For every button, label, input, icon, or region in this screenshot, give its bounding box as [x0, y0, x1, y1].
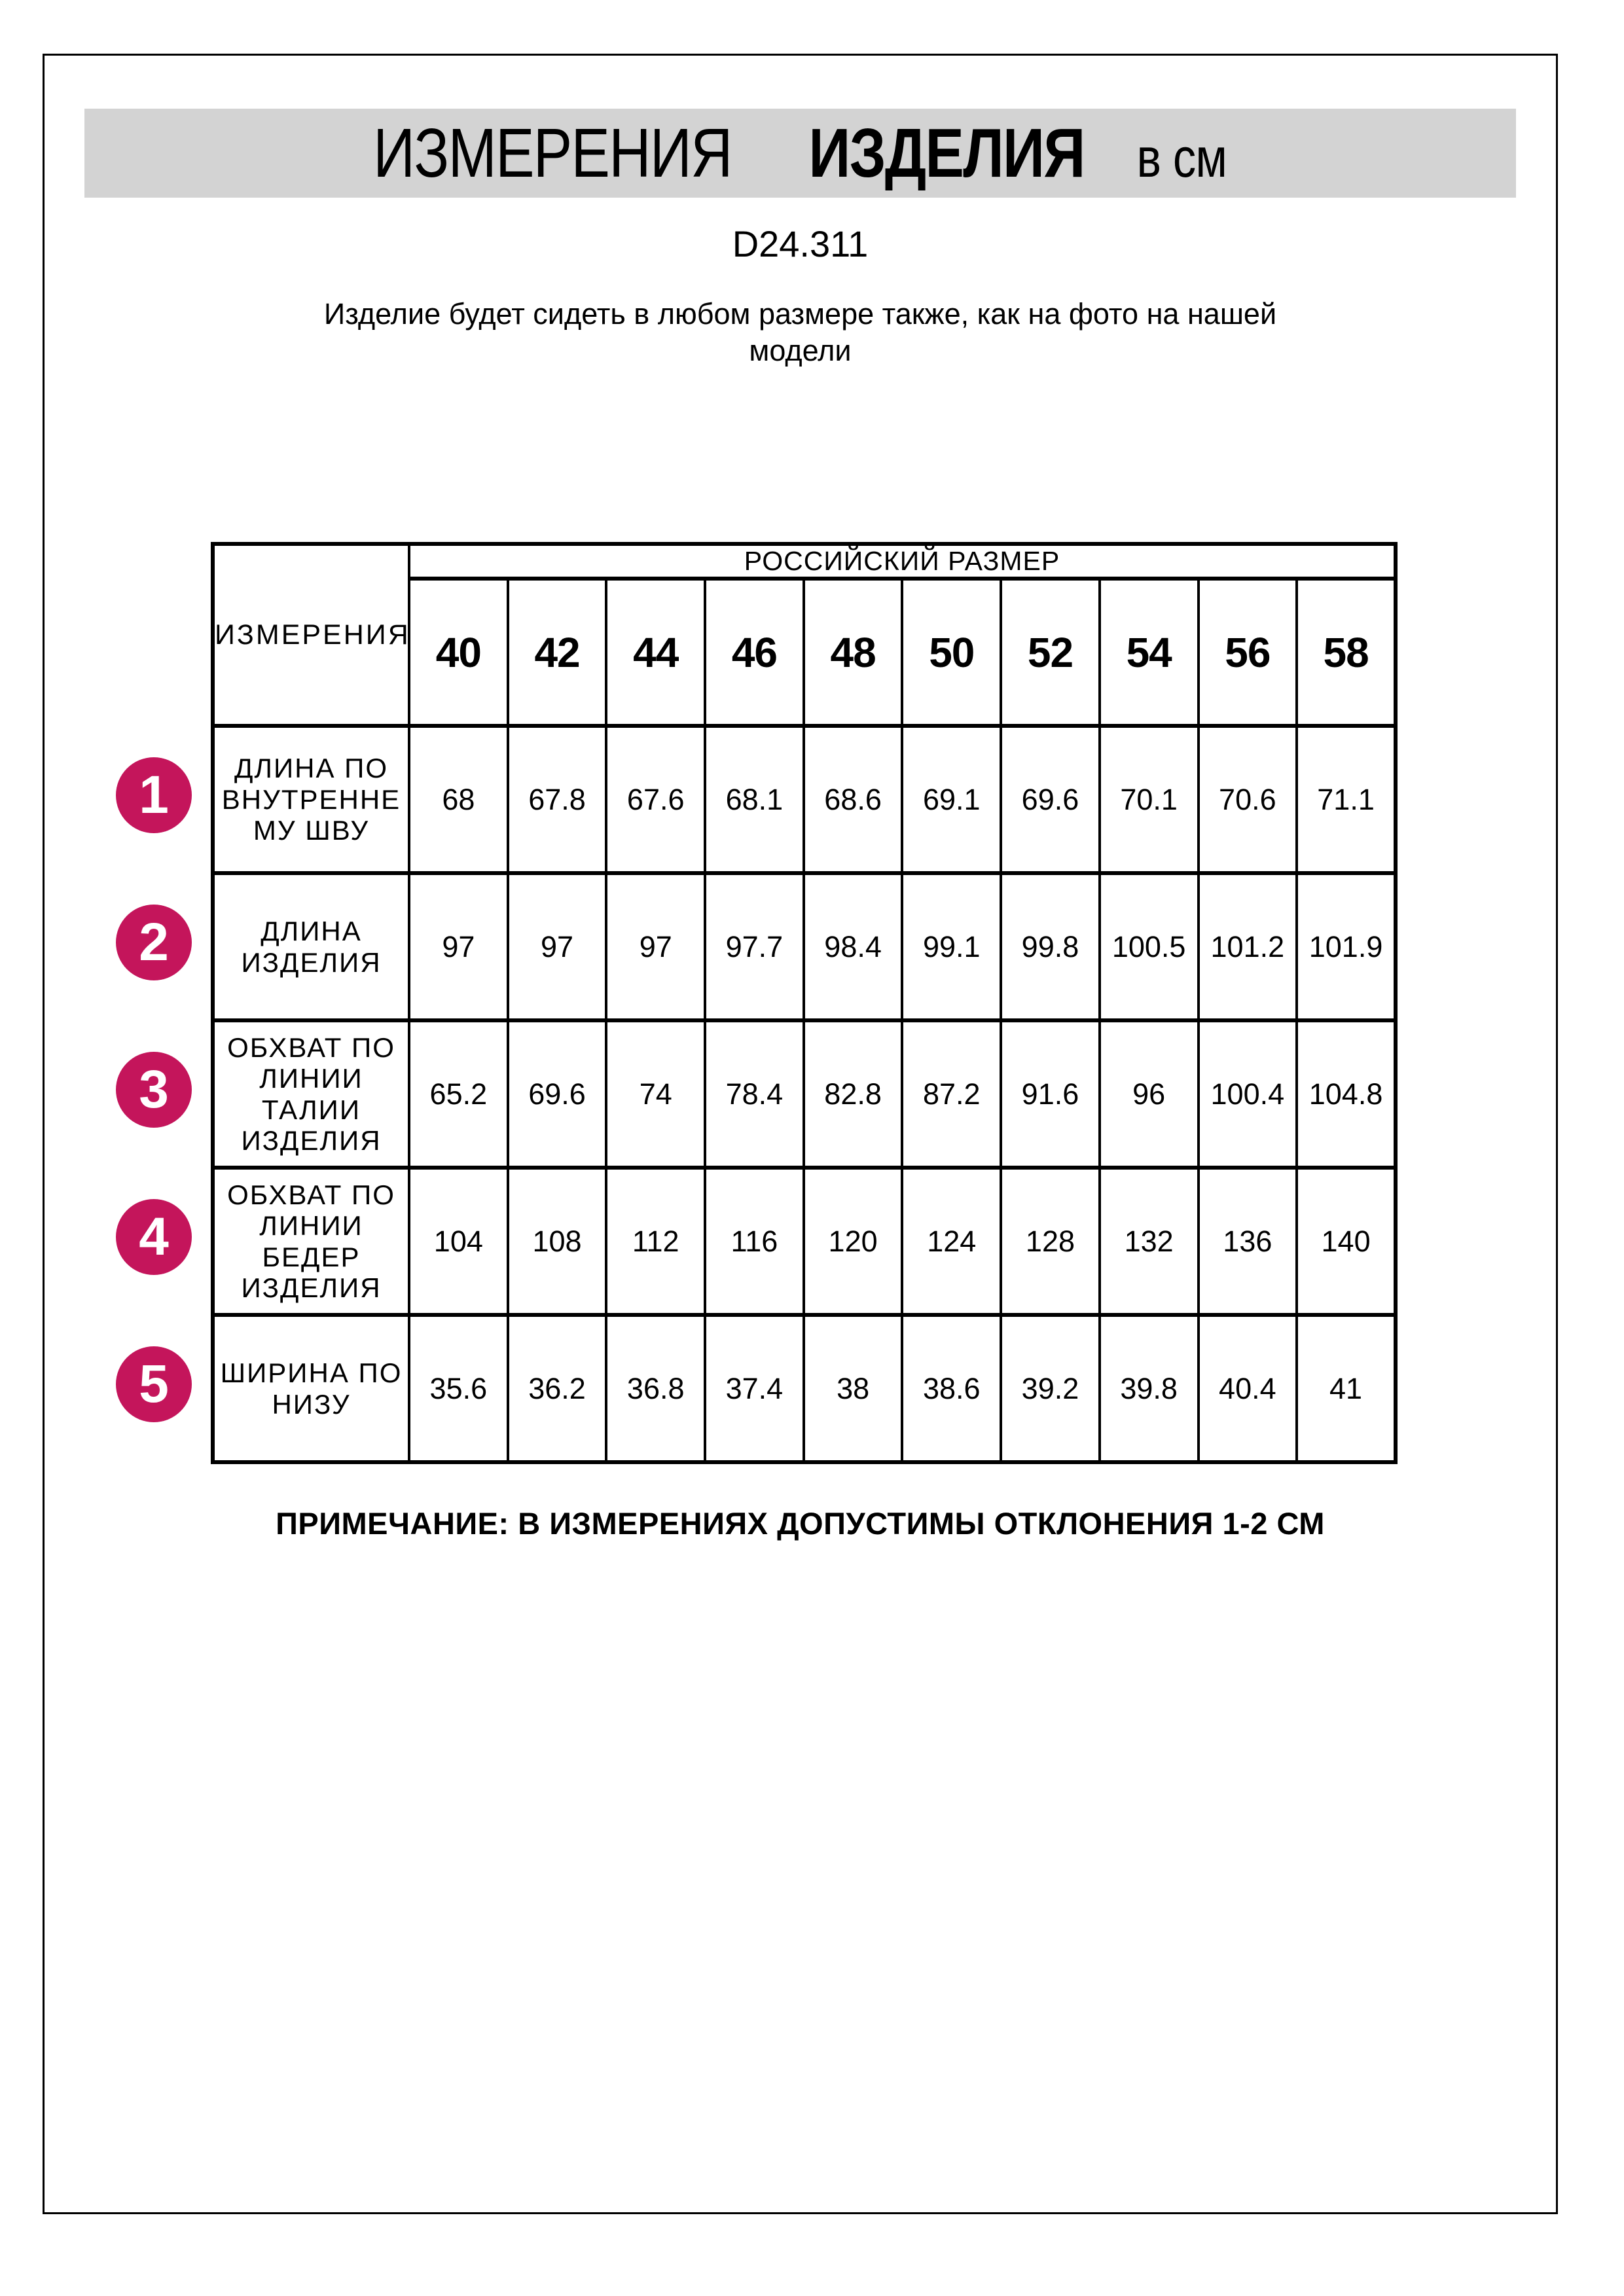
value-row3-size44: 74: [606, 1020, 705, 1168]
value-row4-size58: 140: [1297, 1168, 1396, 1315]
value-row2-size42: 97: [508, 873, 607, 1020]
measurement-label-line: ЛИНИИ: [259, 1210, 363, 1242]
measurement-label-line: ТАЛИИ: [261, 1094, 361, 1125]
value-row4-size56: 136: [1199, 1168, 1297, 1315]
row-number-badge-3: 3: [116, 1052, 192, 1128]
measurement-label-line: ВНУТРЕННЕ: [221, 783, 401, 815]
value-row2-size50: 99.1: [902, 873, 1001, 1020]
title-unit: в см: [1136, 126, 1227, 188]
size-column-48: 48: [804, 579, 903, 726]
size-column-40: 40: [409, 579, 508, 726]
measurement-row-5: [213, 1315, 1396, 1462]
value-row4-size46: 116: [705, 1168, 804, 1315]
value-row2-size46: 97.7: [705, 873, 804, 1020]
size-column-56: 56: [1199, 579, 1297, 726]
value-row1-size44: 67.6: [606, 726, 705, 873]
measurement-label-line: НИЗУ: [272, 1388, 351, 1420]
page-title: [374, 114, 1227, 193]
measurement-label-line: ОБХВАТ ПО: [227, 1031, 395, 1063]
value-row2-size44: 97: [606, 873, 705, 1020]
row-number-badge-5: 5: [116, 1346, 192, 1422]
measurement-label-line: ИЗДЕЛИЯ: [241, 1272, 382, 1303]
measurements-table: [211, 542, 1398, 1464]
size-column-42: 42: [508, 579, 607, 726]
measurement-row-2: [213, 873, 1396, 1020]
measurement-label-line: БЕДЕР: [262, 1241, 361, 1272]
value-row3-size48: 82.8: [804, 1020, 903, 1168]
measurement-label-line: ДЛИНА: [261, 916, 362, 947]
table-header-row: [213, 544, 1396, 579]
value-row4-size42: 108: [508, 1168, 607, 1315]
title-measurements: ИЗМЕРЕНИЯ: [373, 114, 732, 192]
corner-header-measurements: ИЗМЕРЕНИЯ: [213, 544, 409, 726]
value-row4-size48: 120: [804, 1168, 903, 1315]
measurement-label-line: ОБХВАТ ПО: [227, 1179, 395, 1210]
size-column-44: 44: [606, 579, 705, 726]
fit-note-line-2: модели: [749, 333, 852, 367]
value-row2-size56: 101.2: [1199, 873, 1297, 1020]
value-row4-size40: 104: [409, 1168, 508, 1315]
value-row1-size42: 67.8: [508, 726, 607, 873]
value-row2-size52: 99.8: [1001, 873, 1100, 1020]
measurement-label-3: [213, 1020, 409, 1168]
value-row3-size50: 87.2: [902, 1020, 1001, 1168]
value-row1-size56: 70.6: [1199, 726, 1297, 873]
size-column-58: 58: [1297, 579, 1396, 726]
value-row1-size48: 68.6: [804, 726, 903, 873]
value-row5-size48: 38: [804, 1315, 903, 1462]
value-row1-size46: 68.1: [705, 726, 804, 873]
measurement-row-1: [213, 726, 1396, 873]
value-row3-size40: 65.2: [409, 1020, 508, 1168]
measurement-label-1: [213, 726, 409, 873]
fit-note: [43, 296, 1558, 369]
size-column-52: 52: [1001, 579, 1100, 726]
size-column-46: 46: [705, 579, 804, 726]
value-row1-size40: 68: [409, 726, 508, 873]
value-row5-size52: 39.2: [1001, 1315, 1100, 1462]
size-column-50: 50: [902, 579, 1001, 726]
measurement-label-line: ШИРИНА ПО: [220, 1357, 403, 1389]
value-row3-size46: 78.4: [705, 1020, 804, 1168]
value-row4-size54: 132: [1100, 1168, 1199, 1315]
measurement-label-line: ДЛИНА ПО: [234, 753, 389, 784]
value-row3-size56: 100.4: [1199, 1020, 1297, 1168]
measurement-label-5: [213, 1315, 409, 1462]
fit-note-line-1: Изделие будет сидеть в любом размере также, как на фото на нашей: [323, 297, 1277, 331]
value-row5-size54: 39.8: [1100, 1315, 1199, 1462]
value-row2-size48: 98.4: [804, 873, 903, 1020]
measurement-label-line: МУ ШВУ: [253, 815, 370, 846]
measurement-label-line: ИЗДЕЛИЯ: [241, 1124, 382, 1156]
measurement-label-2: [213, 873, 409, 1020]
measurement-row-3: [213, 1020, 1396, 1168]
value-row5-size58: 41: [1297, 1315, 1396, 1462]
value-row3-size58: 104.8: [1297, 1020, 1396, 1168]
value-row2-size40: 97: [409, 873, 508, 1020]
value-row4-size44: 112: [606, 1168, 705, 1315]
value-row1-size52: 69.6: [1001, 726, 1100, 873]
value-row5-size42: 36.2: [508, 1315, 607, 1462]
value-row1-size50: 69.1: [902, 726, 1001, 873]
row-number-badge-2: 2: [116, 905, 192, 980]
title-product: ИЗДЕЛИЯ: [808, 114, 1085, 192]
tolerance-note: ПРИМЕЧАНИЕ: В ИЗМЕРЕНИЯХ ДОПУСТИМЫ ОТКЛОНЕНИЯ 1-2 СМ: [276, 1506, 1325, 1541]
value-row2-size58: 101.9: [1297, 873, 1396, 1020]
value-row3-size52: 91.6: [1001, 1020, 1100, 1168]
value-row5-size46: 37.4: [705, 1315, 804, 1462]
value-row4-size52: 128: [1001, 1168, 1100, 1315]
row-number-badge-4: 4: [116, 1199, 192, 1275]
product-code: D24.311: [732, 223, 869, 264]
value-row2-size54: 100.5: [1100, 873, 1199, 1020]
value-row1-size58: 71.1: [1297, 726, 1396, 873]
value-row4-size50: 124: [902, 1168, 1001, 1315]
value-row5-size56: 40.4: [1199, 1315, 1297, 1462]
row-number-badge-1: 1: [116, 757, 192, 833]
russian-size-header: РОССИЙСКИЙ РАЗМЕР: [409, 544, 1396, 579]
value-row1-size54: 70.1: [1100, 726, 1199, 873]
measurement-label-4: [213, 1168, 409, 1315]
measurement-row-4: [213, 1168, 1396, 1315]
value-row5-size50: 38.6: [902, 1315, 1001, 1462]
measurement-label-line: ЛИНИИ: [259, 1063, 363, 1094]
title-band: [84, 109, 1516, 198]
size-column-54: 54: [1100, 579, 1199, 726]
value-row3-size54: 96: [1100, 1020, 1199, 1168]
value-row5-size40: 35.6: [409, 1315, 508, 1462]
value-row3-size42: 69.6: [508, 1020, 607, 1168]
value-row5-size44: 36.8: [606, 1315, 705, 1462]
measurement-label-line: ИЗДЕЛИЯ: [241, 946, 382, 978]
